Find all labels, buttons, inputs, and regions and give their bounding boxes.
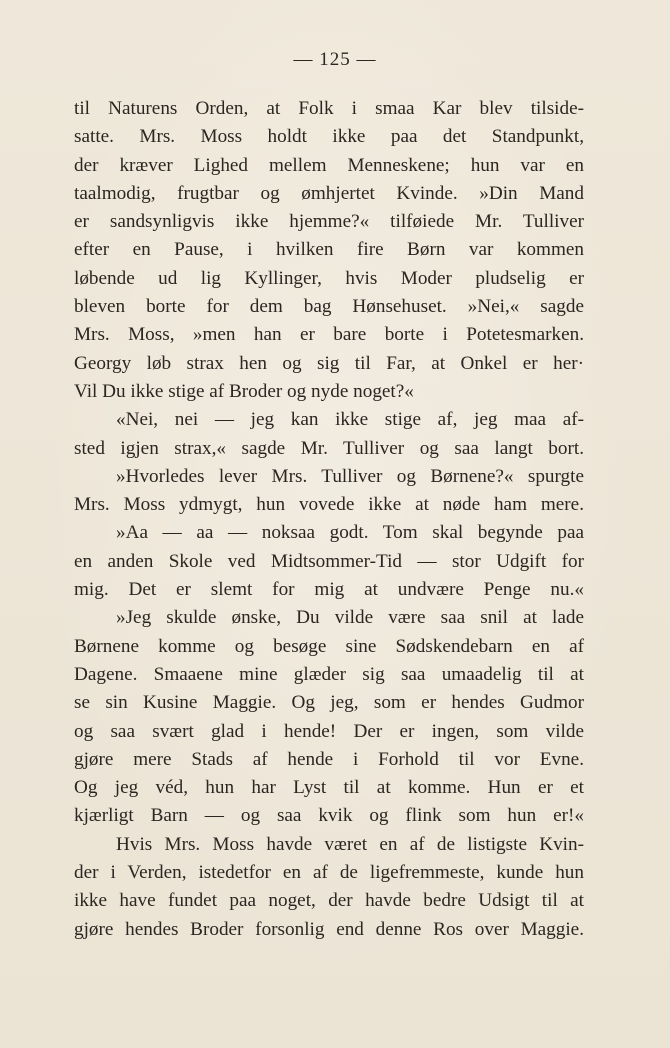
text-line: Mrs. Moss ydmygt, hun vovede ikke at nøde ham mere. <box>74 494 584 516</box>
text-line: bleven borte for dem bag Hønsehuset. »Nei,« sagde <box>74 296 584 318</box>
text-line: Børnene komme og besøge sine Sødskendebarn en af <box>74 635 584 657</box>
text-line: der i Verden, istedetfor en af de ligefremmeste, kunde hun <box>74 862 584 884</box>
text-line: Georgy løb strax hen og sig til Far, at Onkel er her· <box>74 352 584 374</box>
text-line: og saa svært glad i hende! Der er ingen, som vilde <box>74 720 584 742</box>
text-line: Hvis Mrs. Moss havde været en af de listigste Kvin- <box>116 833 584 855</box>
text-line: kjærligt Barn — og saa kvik og flink som hun er!« <box>74 805 584 827</box>
text-line: taalmodig, frugtbar og ømhjertet Kvinde. »Din Mand <box>74 182 584 204</box>
text-line: »Aa — aa — noksaa godt. Tom skal begynde paa <box>116 522 584 544</box>
text-line: »Hvorledes lever Mrs. Tulliver og Børnene?« spurgte <box>116 465 584 487</box>
text-line: der kræver Lighed mellem Menneskene; hun var en <box>74 154 584 176</box>
body-text <box>74 95 584 944</box>
text-line: se sin Kusine Maggie. Og jeg, som er hendes Gudmor <box>74 692 584 714</box>
text-line: en anden Skole ved Midtsommer-Tid — stor Udgift for <box>74 550 584 572</box>
text-line: mig. Det er slemt for mig at undvære Penge nu.« <box>74 579 584 601</box>
text-line: Mrs. Moss, »men han er bare borte i Potetesmarken. <box>74 324 584 346</box>
page-number: — 125 — <box>293 49 377 70</box>
text-line: efter en Pause, i hvilken fire Børn var kommen <box>74 239 584 261</box>
text-line: gjøre mere Stads af hende i Forhold til vor Evne. <box>74 748 584 770</box>
text-line: Og jeg véd, hun har Lyst til at komme. Hun er et <box>74 777 584 799</box>
text-line: er sandsynligvis ikke hjemme?« tilføiede Mr. Tulliver <box>74 211 584 233</box>
text-line: til Naturens Orden, at Folk i smaa Kar blev tilside- <box>74 98 584 119</box>
text-line: »Jeg skulde ønske, Du vilde være saa snil at lade <box>116 607 584 629</box>
text-line: ikke have fundet paa noget, der havde bedre Udsigt til at <box>74 890 584 912</box>
text-line: sted igjen strax,« sagde Mr. Tulliver og saa langt bort. <box>74 437 584 459</box>
text-line: satte. Mrs. Moss holdt ikke paa det Standpunkt, <box>74 126 584 148</box>
text-line: Dagene. Smaaene mine glæder sig saa umaadelig til at <box>74 663 584 685</box>
text-line: «Nei, nei — jeg kan ikke stige af, jeg maa af- <box>116 409 584 431</box>
text-line: gjøre hendes Broder forsonlig end denne Ros over Maggie. <box>74 918 584 940</box>
text-line: Vil Du ikke stige af Broder og nyde noget?« <box>74 380 414 402</box>
text-line: løbende ud lig Kyllinger, hvis Moder pludselig er <box>74 267 584 289</box>
